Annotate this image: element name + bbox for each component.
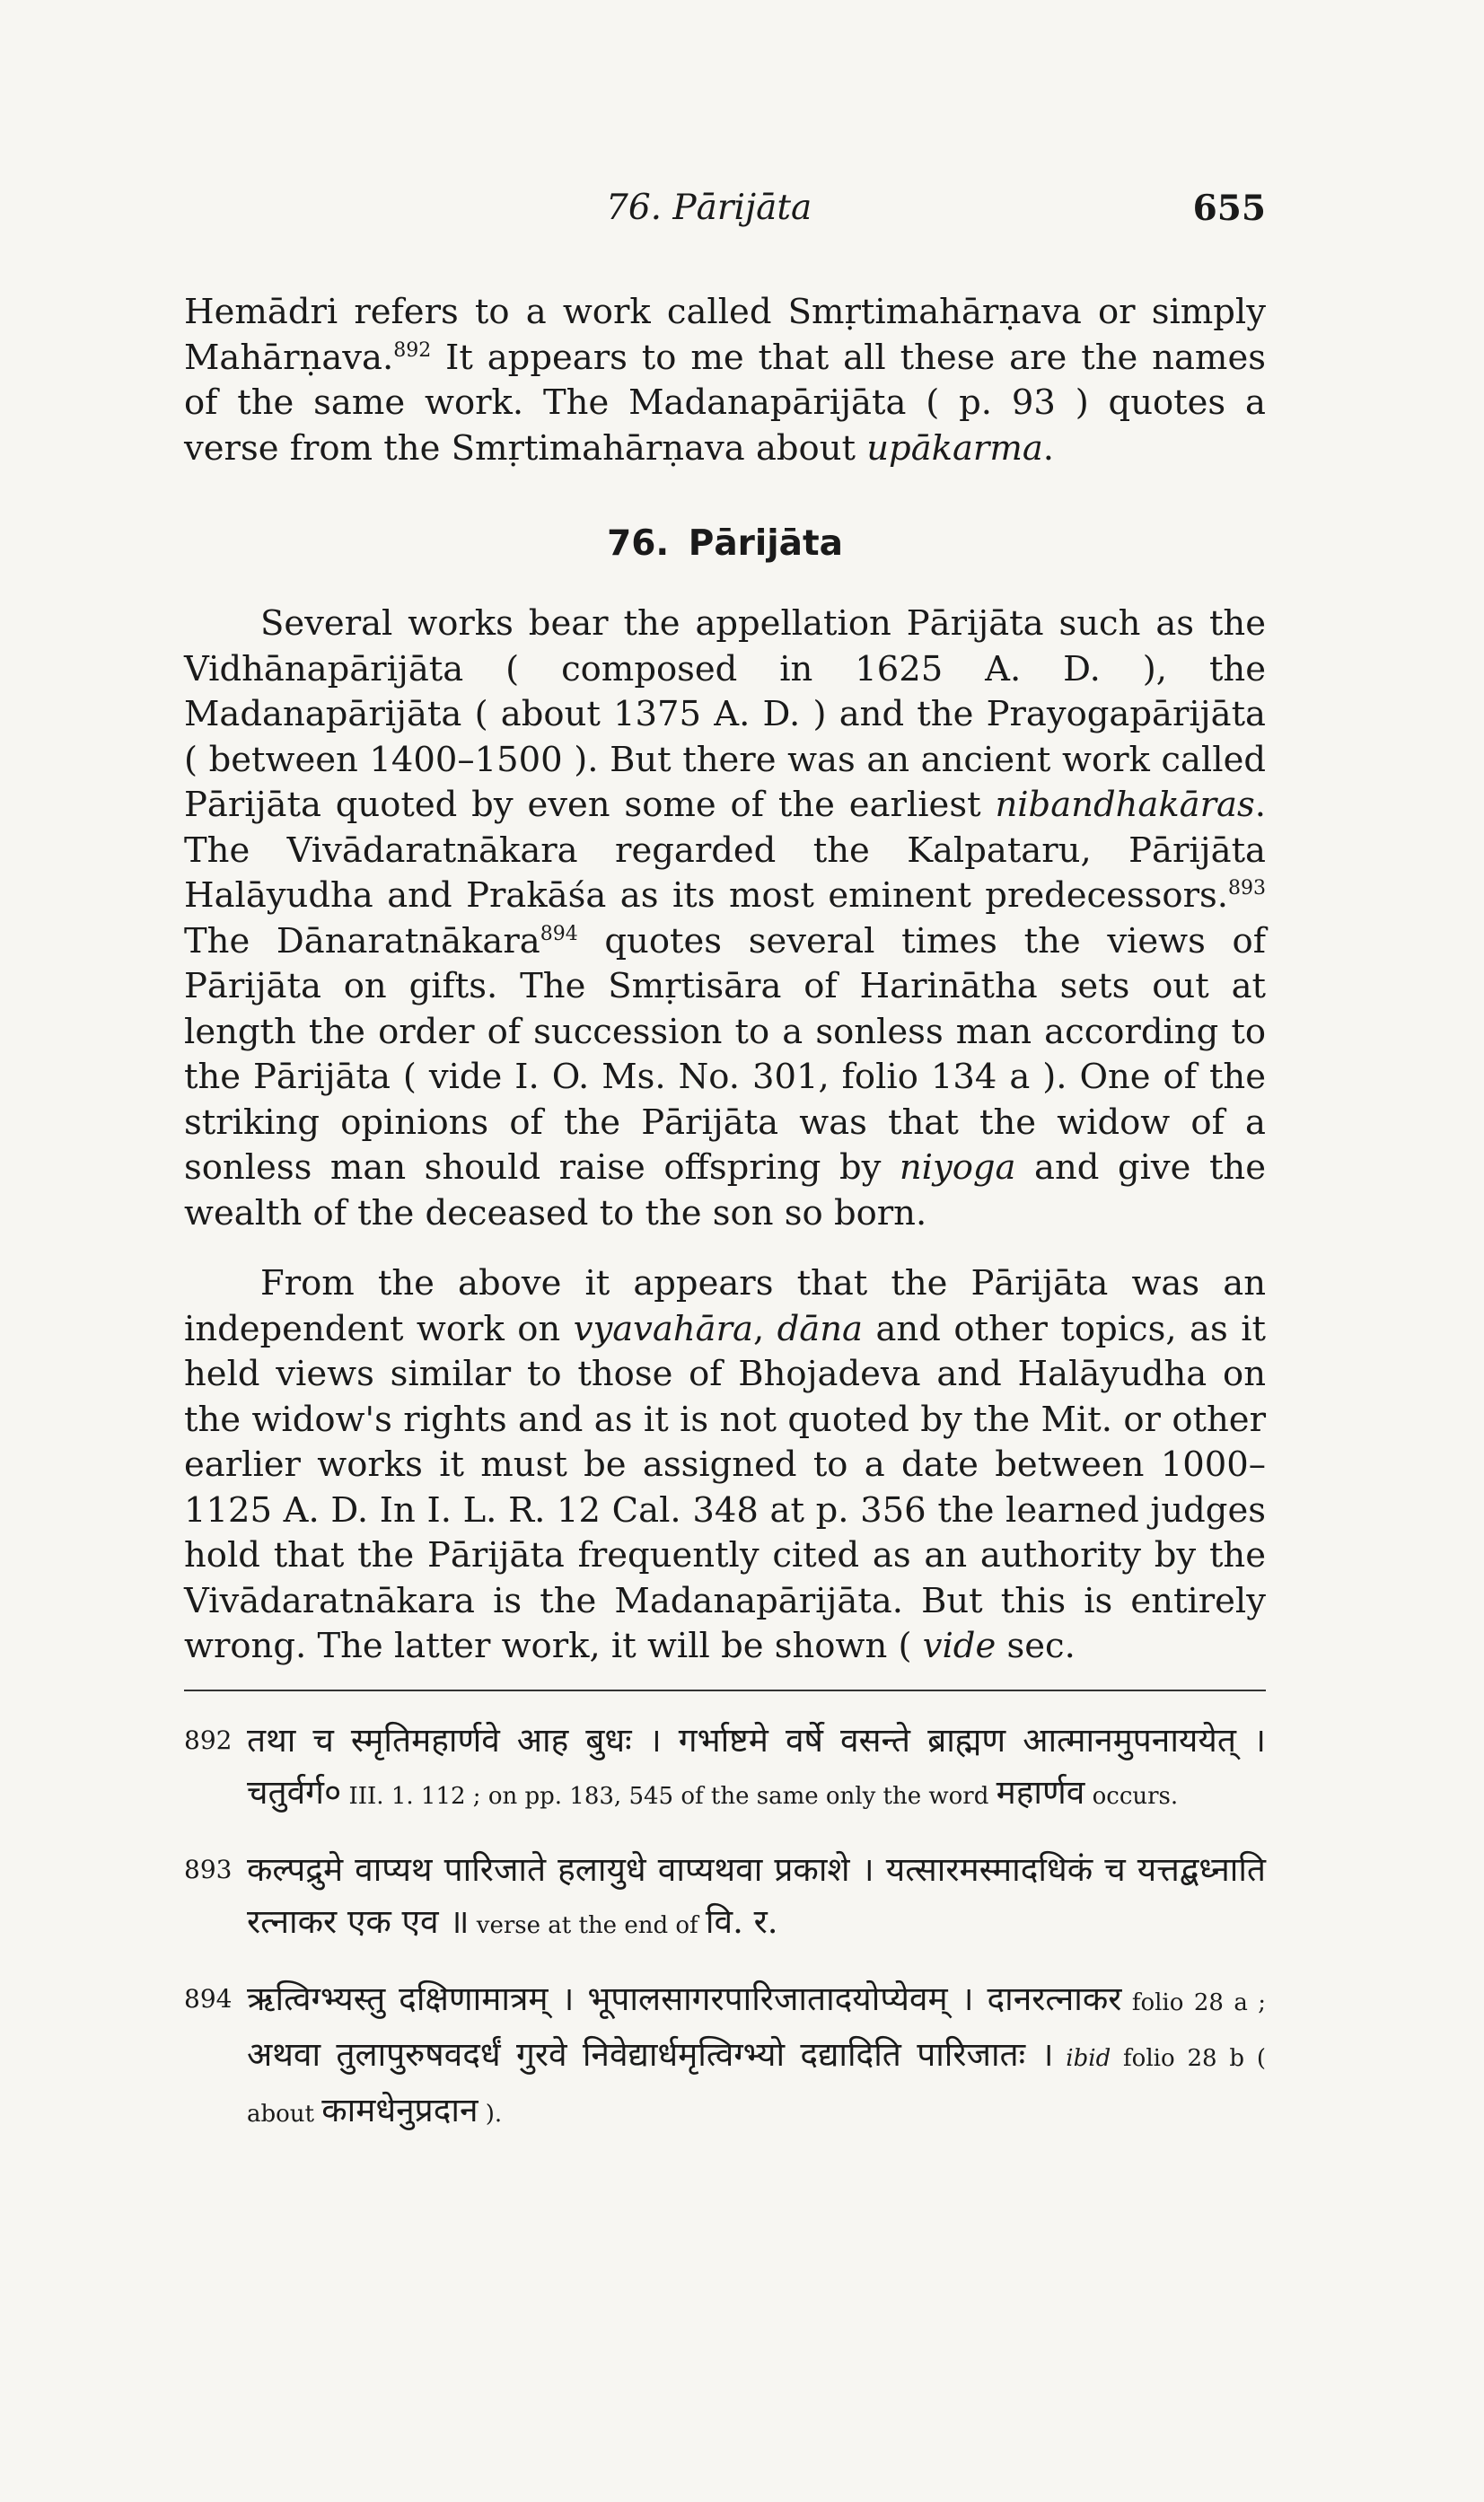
p1-text-5: and give the wealth of the deceased to the son so born. — [184, 1147, 1266, 1233]
fn892-devanagari-2: महार्णव — [996, 1772, 1085, 1812]
fn894-latin-3: ). — [478, 2100, 503, 2128]
footnote-ref-894: 894 — [540, 922, 578, 945]
body-paragraph-1 — [184, 601, 1266, 1236]
footnote-894 — [184, 1973, 1266, 2140]
intro-paragraph — [184, 290, 1266, 471]
fn893-devanagari-2: वि. र. — [705, 1901, 778, 1941]
p2-italic-1: vyavahāra — [573, 1308, 753, 1349]
p1-text-1: Several works bear the appellation Pārijāta such as the Vidhānapārijāta ( composed in 1625 A. D. ), the Madanapārijāta ( about 1375 A. D. ) and the Prayogapārijāta ( between 1400–1500 ). But there was an ancient work called Pārijāta quoted by even some of the earliest — [184, 603, 1266, 825]
intro-italic: upākarma — [866, 427, 1043, 469]
fn894-latin-italic: ibid — [1053, 2044, 1111, 2072]
fn892-latin-2: occurs. — [1084, 1782, 1179, 1810]
footnote-893 — [184, 1844, 1266, 1952]
footnotes — [184, 1715, 1266, 2140]
running-head — [184, 184, 1266, 238]
fn892-devanagari-1: तथा च स्मृतिमहार्णवे आह बुधः । गर्भाष्टमे वर्षे वसन्ते ब्राह्मण आत्मानमुपनाययेत् । चतुर्वर्ग० — [247, 1720, 1266, 1812]
fn894-devanagari-2: अथवा तुलापुरुषवदर्धं गुरवे निवेद्यार्धमृत्विग्भ्यो दद्यादिति पारिजातः । — [247, 2034, 1054, 2074]
footnote-body — [247, 1844, 1266, 1952]
fn894-latin-1: folio 28 a ; — [1121, 1988, 1266, 2016]
intro-end: . — [1042, 427, 1055, 469]
body-paragraph-2 — [184, 1261, 1266, 1670]
footnote-body — [247, 1973, 1266, 2140]
fn892-latin-1: III. 1. 112 ; on pp. 183, 545 of the same only the word — [341, 1782, 997, 1810]
footnote-divider — [184, 1690, 1266, 1691]
page-number: 655 — [1192, 188, 1266, 229]
intro-text-2: It appears to me that all these are the names of the same work. The Madanapārijāta ( p. 93 ) quotes a verse from the Smṛtimahārṇava about — [184, 337, 1266, 469]
section-title: Pārijāta — [688, 523, 843, 564]
p1-text-4: quotes several times the views of Pārijāta on gifts. The Smṛtisāra of Harinātha sets out at length the order of succession to a sonless man according to the Pārijāta ( vide I. O. Ms. No. 301, folio 134 a ). One of the striking opinions of the Pārijāta was that the widow of a sonless man should raise offspring by — [184, 920, 1266, 1188]
p2-text-1: From the above it appears that the Pārijāta was an independent work on — [184, 1263, 1266, 1349]
section-heading — [184, 523, 1266, 564]
footnote-ref-892: 892 — [393, 338, 432, 362]
p1-italic-1: nibandhakāras — [995, 785, 1255, 825]
intro-text-1: Hemādri refers to a work called Smṛtimahārṇava or simply Mahārṇava. — [184, 292, 1266, 378]
p1-text-2: . The Vivādaratnākara regarded the Kalpataru, Pārijāta Halāyudha and Prakāśa as its most eminent predecessors. — [184, 785, 1266, 916]
fn893-devanagari-1: कल्पद्रुमे वाप्यथ पारिजाते हलायुधे वाप्यथवा प्रकाशे । यत्सारमस्मादधिकं च यत्तद्बध्नाति रत्नाकर एक एव ॥ — [247, 1849, 1266, 1941]
footnote-ref-893: 893 — [1228, 877, 1266, 900]
p2-text-2: , — [752, 1308, 777, 1349]
footnote-number: 893 — [184, 1854, 233, 1884]
fn894-devanagari-3: कामधेनुप्रदान — [321, 2090, 479, 2129]
p2-text-3: and other topics, as it held views similar to those of Bhojadeva and Halāyudha on the widow's rights and as it is not quoted by the Mit. or other earlier works it must be assigned to a date between 1000–1125 A. D. In I. L. R. 12 Cal. 348 at p. 356 the learned judges hold that the Pārijāta frequently cited as an authority by the Vivādaratnākara is the Madanapārijāta. But this is entirely wrong. The latter work, it will be shown ( — [184, 1308, 1266, 1666]
p1-text-3: The Dānaratnākara — [184, 920, 540, 961]
fn894-devanagari-1: ऋत्विग्भ्यस्तु दक्षिणामात्रम् । भूपालसागरपारिजातादयोप्येवम् । दानरत्नाकर — [247, 1979, 1122, 2018]
running-title: 76. Pārijāta — [606, 188, 812, 228]
p2-text-4: sec. — [996, 1626, 1076, 1666]
section-number: 76. — [607, 523, 670, 564]
p2-italic-2: dāna — [777, 1308, 864, 1349]
fn894-latin-2: folio 28 b ( about — [247, 2044, 1266, 2128]
footnote-number: 894 — [184, 1983, 233, 2014]
footnote-number: 892 — [184, 1725, 233, 1755]
book-page — [184, 184, 1266, 2162]
footnote-body — [247, 1715, 1266, 1822]
fn893-latin-1: verse at the end of — [469, 1911, 706, 1939]
footnote-892 — [184, 1715, 1266, 1822]
p2-italic-3: vide — [922, 1626, 997, 1666]
p1-italic-2: niyoga — [899, 1147, 1016, 1188]
